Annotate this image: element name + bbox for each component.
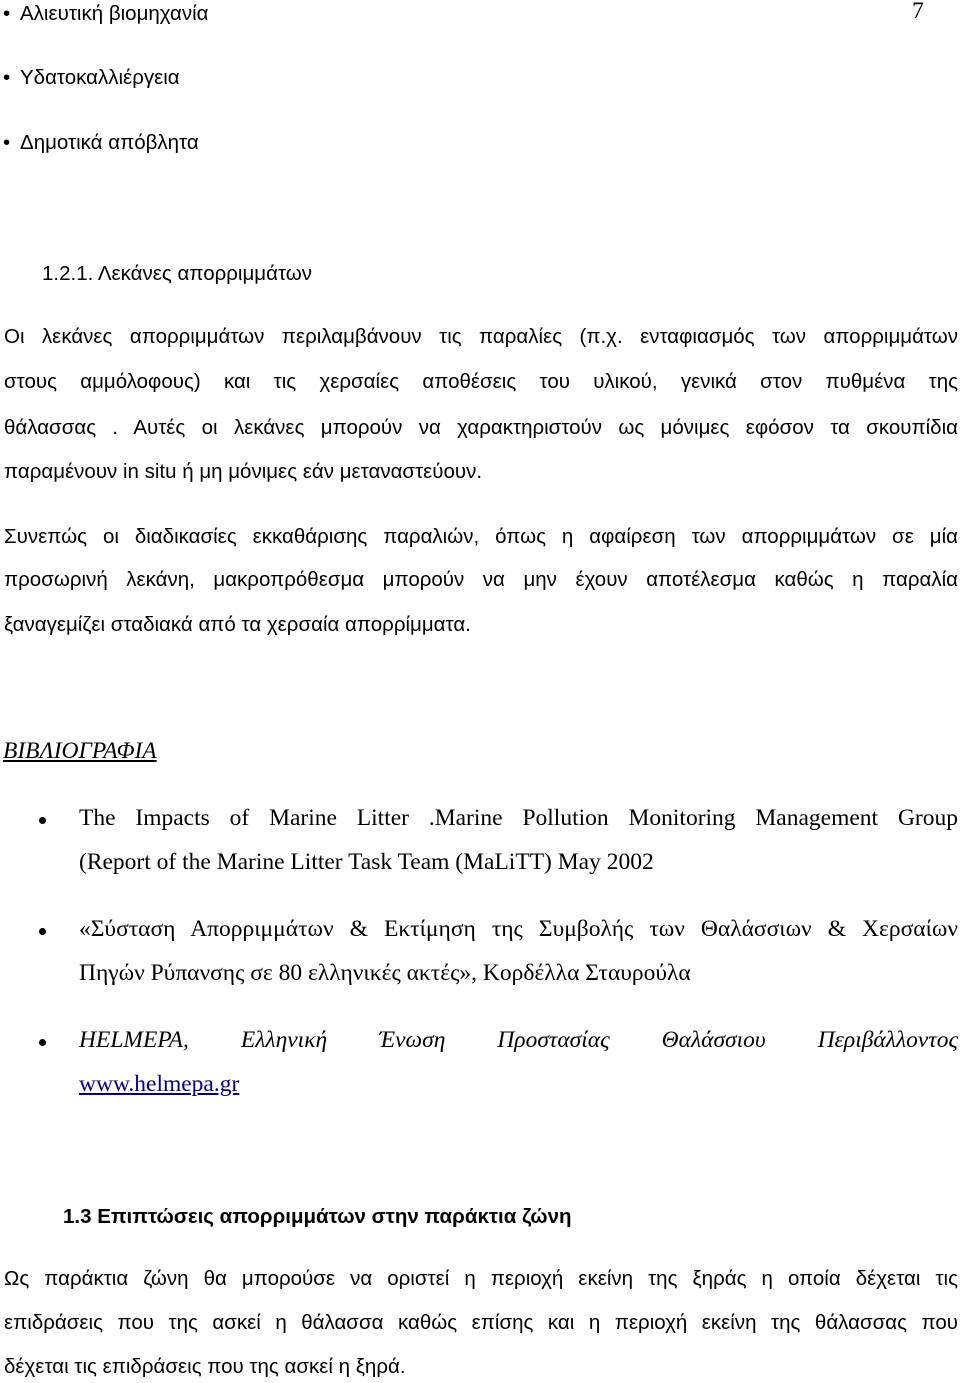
- reference-line: Πηγών Ρύπανσης σε 80 ελληνικές ακτές», Κορδέλλα Σταυρούλα: [79, 960, 691, 986]
- paragraph-line: θάλασσας . Αυτές οι λεκάνες μπορούν να χαρακτηριστούν ως μόνιμες εφόσον τα σκουπίδια: [4, 416, 958, 439]
- helmepa-link[interactable]: www.helmepa.gr: [79, 1071, 240, 1097]
- bullet-marker: •: [3, 2, 11, 25]
- bullet-marker: [39, 817, 46, 824]
- bibliography-heading: ΒΙΒΛΙΟΓΡΑΦΙΑ: [3, 738, 157, 764]
- section-heading: 1.3 Επιπτώσεις απορριμμάτων στην παράκτια ζώνη: [63, 1205, 572, 1228]
- paragraph-line: προσωρινή λεκάνη, μακροπρόθεσμα μπορούν να μην έχουν αποτέλεσμα καθώς η παραλία: [4, 568, 958, 591]
- bullet-marker: [39, 1039, 46, 1046]
- list-item-text: Υδατοκαλλιέργεια: [20, 66, 180, 89]
- reference-line: The Impacts of Marine Litter .Marine Pollution Monitoring Management Group: [79, 805, 958, 831]
- paragraph-line: ξαναγεμίζει σταδιακά από τα χερσαία απορρίμματα.: [4, 613, 471, 636]
- paragraph-line: επιδράσεις που της ασκεί η θάλασσα καθώς επίσης και η περιοχή εκείνη της θάλασσας που: [4, 1311, 958, 1334]
- bullet-marker: •: [3, 131, 11, 154]
- paragraph-line: δέχεται τις επιδράσεις που της ασκεί η ξηρά.: [4, 1355, 406, 1378]
- paragraph-line: Οι λεκάνες απορριμμάτων περιλαμβάνουν τις παραλίες (π.χ. ενταφιασμός των απορριμμάτων: [4, 325, 958, 348]
- paragraph-line: στους αμμόλοφους) και τις χερσαίες αποθέσεις του υλικού, γενικά στον πυθμένα της: [4, 370, 958, 393]
- page-number: 7: [912, 0, 924, 24]
- list-item-text: Αλιευτική βιομηχανία: [20, 2, 209, 25]
- reference-line: HELMEPA, Ελληνική Ένωση Προστασίας Θαλάσσιου Περιβάλλοντος: [79, 1027, 958, 1053]
- reference-line: «Σύσταση Απορριμμάτων & Εκτίμηση της Συμβολής των Θαλάσσιων & Χερσαίων: [79, 916, 958, 942]
- reference-line: (Report of the Marine Litter Task Team (MaLiTT) May 2002: [79, 849, 654, 875]
- bullet-marker: •: [3, 66, 11, 89]
- section-heading: 1.2.1. Λεκάνες απορριμμάτων: [42, 262, 313, 285]
- list-item-text: Δημοτικά απόβλητα: [20, 131, 199, 154]
- paragraph-line: Ως παράκτια ζώνη θα μπορούσε να οριστεί η περιοχή εκείνη της ξηράς η οποία δέχεται τις: [4, 1267, 958, 1290]
- paragraph-line: Συνεπώς οι διαδικασίες εκκαθάρισης παραλιών, όπως η αφαίρεση των απορριμμάτων σε μία: [4, 525, 958, 548]
- paragraph-line: παραμένουν in situ ή μη μόνιμες εάν μεταναστεύουν.: [4, 460, 483, 483]
- bullet-marker: [39, 928, 46, 935]
